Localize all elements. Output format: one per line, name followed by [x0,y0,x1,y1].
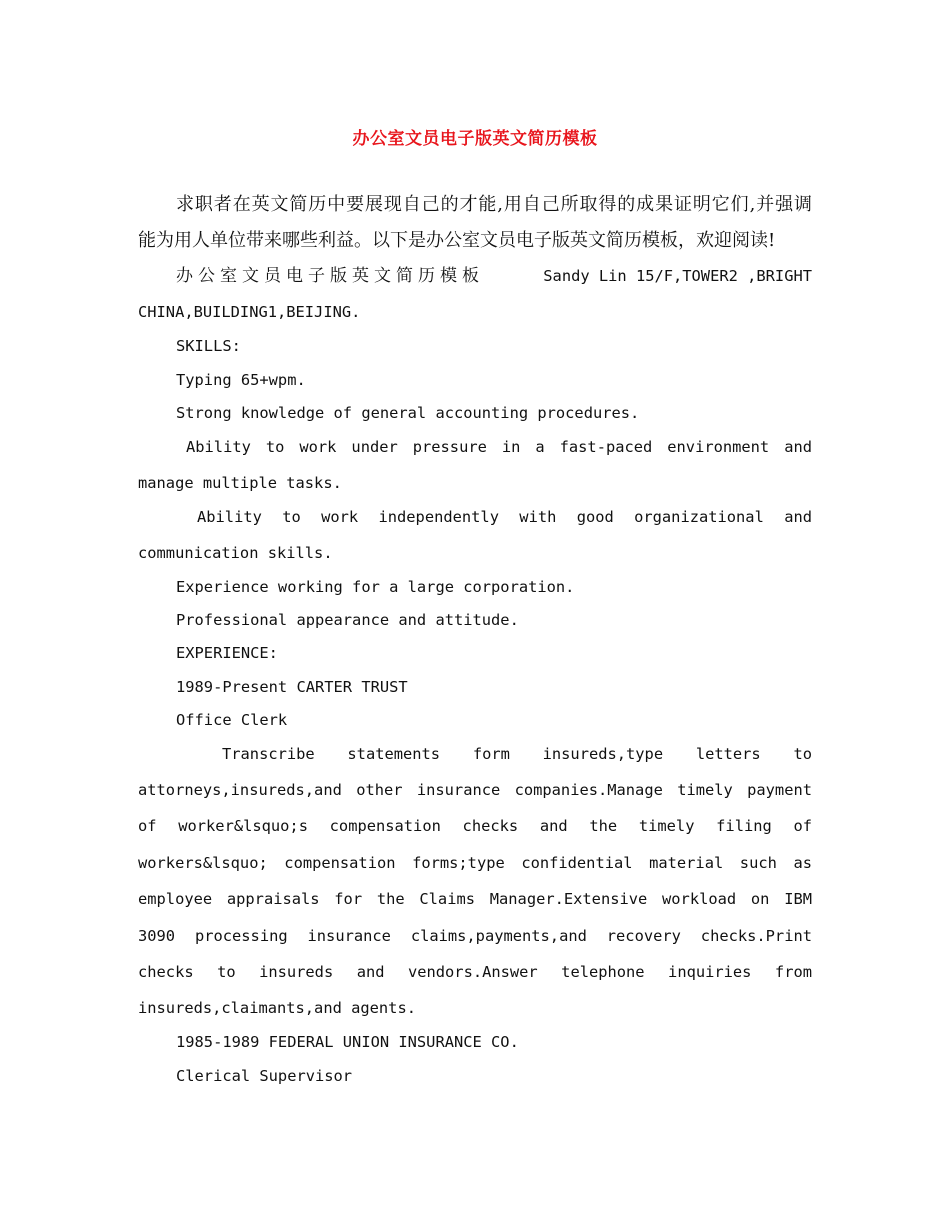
skill-item: Strong knowledge of general accounting procedures. [176,404,640,422]
job-description-line: Transcribe statements form insureds,type letters to [222,745,812,763]
intro-line-2: 能为用人单位带来哪些利益。以下是办公室文员电子版英文简历模板，欢迎阅读! [138,230,776,251]
document-title: 办公室文员电子版英文简历模板 [352,129,598,149]
skills-heading: SKILLS: [176,337,241,355]
job-period: 1985-1989 FEDERAL UNION INSURANCE CO. [176,1033,519,1051]
resume-header-cjk: 办公室文员电子版英文简历模板 [176,266,484,286]
job-role: Clerical Supervisor [176,1067,353,1085]
job-description-line: employee appraisals for the Claims Manager.Extensive workload on IBM [138,890,812,908]
experience-heading: EXPERIENCE: [176,644,278,662]
resume-header-line [176,266,812,286]
skill-item-continued: communication skills. [138,544,333,562]
skill-item: Ability to work under pressure in a fast-paced environment and [186,438,812,456]
job-role: Office Clerk [176,711,288,729]
job-description-line: attorneys,insureds,and other insurance companies.Manage timely payment [138,781,812,799]
job-description-line: checks to insureds and vendors.Answer telephone inquiries from [138,963,812,981]
resume-name-address: Sandy Lin 15/F,TOWER2 ,BRIGHT [543,267,812,285]
skill-item: Ability to work independently with good organizational and [197,508,812,526]
intro-line-1: 求职者在英文简历中要展现自己的才能,用自己所取得的成果证明它们,并强调 [176,194,812,215]
skill-item: Professional appearance and attitude. [176,611,519,629]
job-description-line: 3090 processing insurance claims,payments,and recovery checks.Print [138,927,812,945]
job-description-line: of worker&lsquo;s compensation checks and the timely filing of [138,817,812,835]
skill-item: Typing 65+wpm. [176,371,306,389]
skill-item-continued: manage multiple tasks. [138,474,342,492]
job-description-line: workers&lsquo; compensation forms;type confidential material such as [138,854,812,872]
skill-item: Experience working for a large corporation. [176,578,575,596]
resume-address-continued: CHINA,BUILDING1,BEIJING. [138,303,361,321]
job-period: 1989-Present CARTER TRUST [176,678,408,696]
job-description-line: insureds,claimants,and agents. [138,999,416,1017]
